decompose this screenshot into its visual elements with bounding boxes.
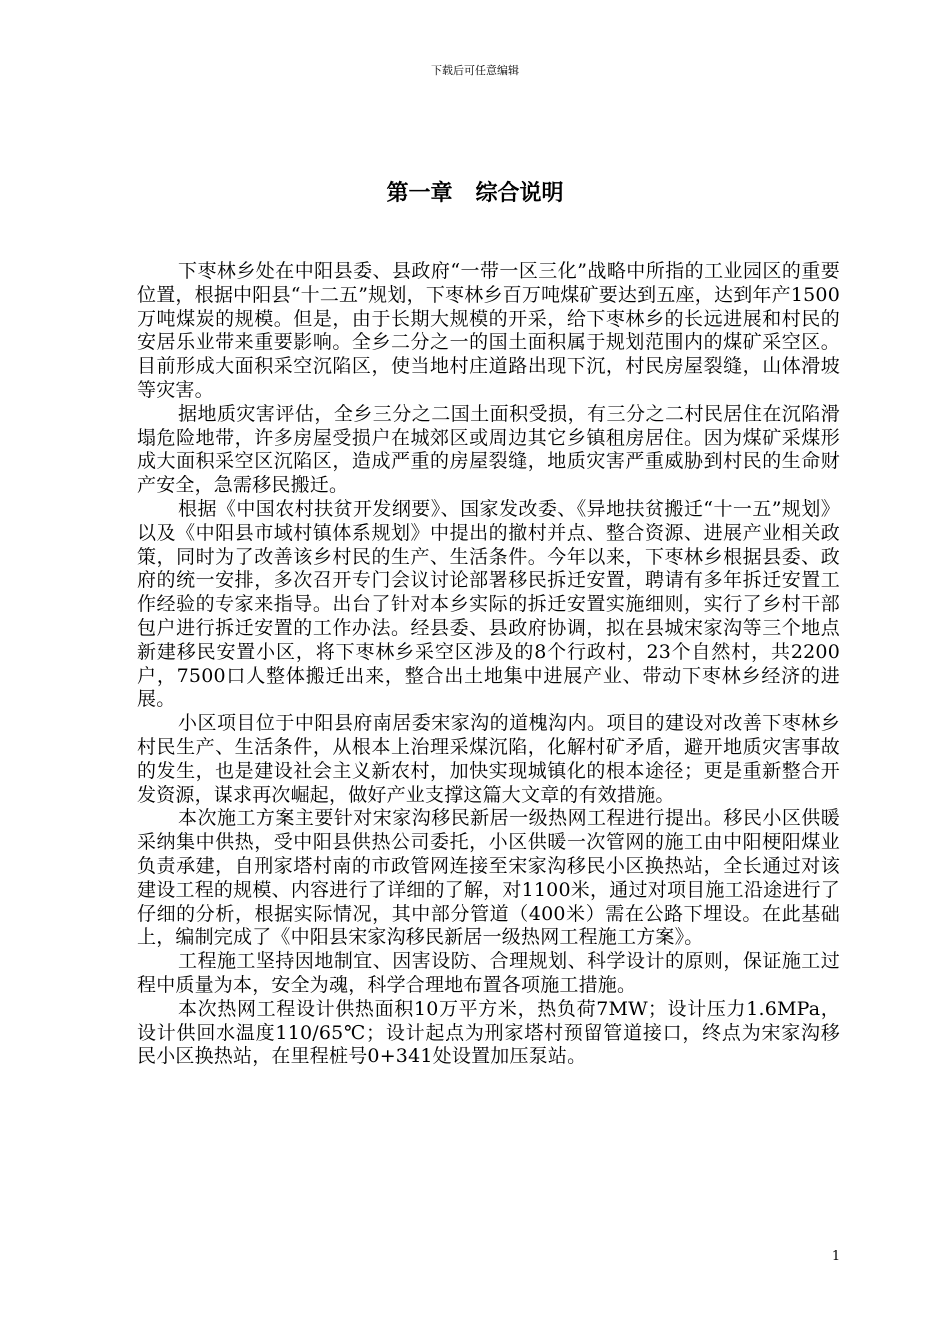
paragraph-geohazard-assessment: 据地质灾害评估，全乡三分之二国土面积受损，有三分之二村民居住在沉陷滑塌危险地带，许多房屋受损户在城郊区或周边其它乡镇租房居住。因为煤矿采煤形成大面积采空区沉陷区，造成严重的房屋裂缝，地质灾害严重威胁到村民的生命财产安全，急需移民搬迁。 — [137, 402, 840, 497]
paragraph-construction-scheme: 本次施工方案主要针对宋家沟移民新居一级热网工程进行提出。移民小区供暖采纳集中供热，受中阳县供热公司委托，小区供暖一次管网的施工由中阳梗阳煤业负责承建，自刑家塔村南的市政管网连接至宋家沟移民小区换热站，全长通过对该建设工程的规模、内容进行了详细的了解，对1100米，通过对项目施工沿途进行了仔细的分析，根据实际情况，其中部分管道（400米）需在公路下埋设。在此基础上，编制完成了《中阳县宋家沟移民新居一级热网工程施工方案》。 — [137, 807, 840, 949]
page-number: 1 — [831, 1249, 841, 1264]
paragraph-policy-basis: 根据《中国农村扶贫开发纲要》、国家发改委、《异地扶贫搬迁“十一五”规划》以及《中阳县市域村镇体系规划》中提出的撤村并点、整合资源、进展产业相关政策，同时为了改善该乡村民的生产、生活条件。今年以来，下枣林乡根据县委、政府的统一安排，多次召开专门会议讨论部署移民拆迁安置，聘请有多年拆迁安置工作经验的专家来指导。出台了针对本乡实际的拆迁安置实施细则，实行了乡村干部包户进行拆迁安置的工作办法。经县委、县政府协调，拟在县城宋家沟等三个地点新建移民安置小区，将下枣林乡采空区涉及的8个行政村，23个自然村，共2200户，7500口人整体搬迁出来，整合出土地集中进展产业、带动下枣林乡经济的进展。 — [137, 497, 840, 711]
paragraph-intro: 下枣林乡处在中阳县委、县政府“一带一区三化”战略中所指的工业园区的重要位置，根据中阳县“十二五”规划，下枣林乡百万吨煤矿要达到五座，达到年产1500万吨煤炭的规模。但是，由于长期大规模的开采，给下枣林乡的长远进展和村民的安居乐业带来重要影响。全乡二分之一的国土面积属于规划范围内的煤矿采空区。目前形成大面积采空沉陷区，使当地村庄道路出现下沉，村民房屋裂缝，山体滑坡等灾害。 — [137, 260, 840, 401]
page-header-note: 下载后可任意编辑 — [431, 64, 519, 77]
document-body — [137, 260, 840, 1069]
chapter-title: 第一章 综合说明 — [386, 181, 564, 206]
paragraph-project-location: 小区项目位于中阳县府南居委宋家沟的道槐沟内。项目的建设对改善下枣林乡村民生产、生活条件，从根本上治理采煤沉陷，化解村矿矛盾，避开地质灾害事故的发生，也是建设社会主义新农村，加快实现城镇化的根本途径；更是重新整合开发资源，谋求再次崛起，做好产业支撑这篇大文章的有效措施。 — [137, 712, 840, 806]
paragraph-construction-principles: 工程施工坚持因地制宜、因害设防、合理规划、科学设计的原则，保证施工过程中质量为本，安全为魂，科学合理地布置各项施工措施。 — [137, 950, 840, 996]
paragraph-design-parameters: 本次热网工程设计供热面积10万平方米，热负荷7MW；设计压力1.6MPa，设计供回水温度110/65℃；设计起点为刑家塔村预留管道接口，终点为宋家沟移民小区换热站，在里程桩号0+341处设置加压泵站。 — [137, 997, 840, 1068]
